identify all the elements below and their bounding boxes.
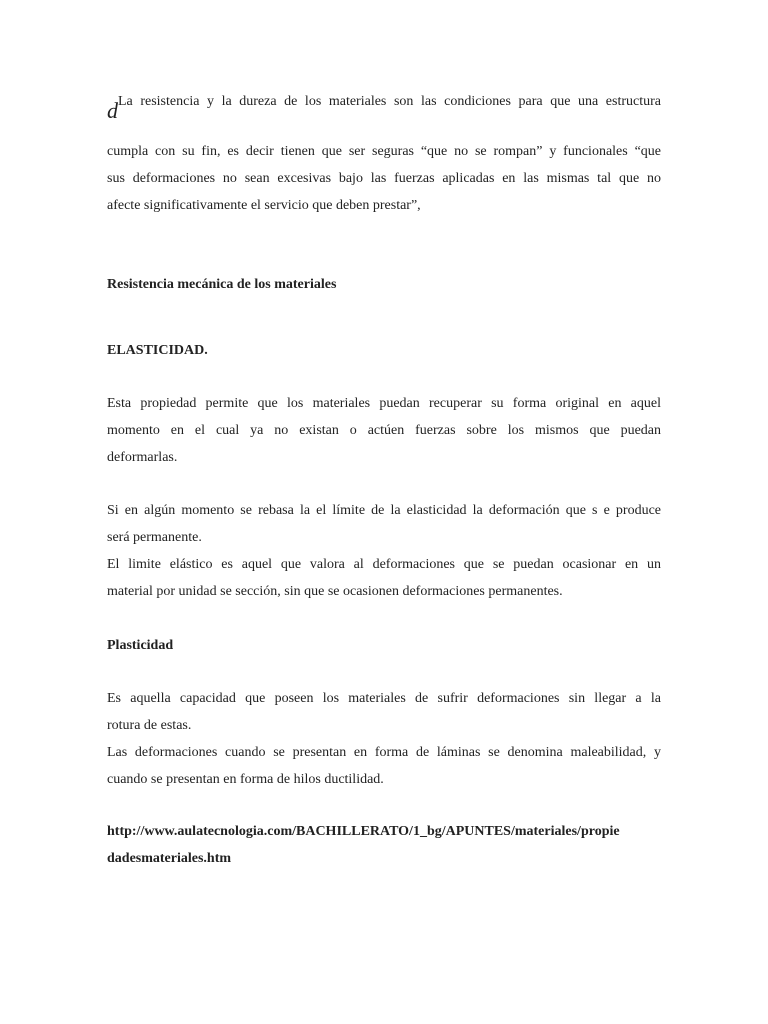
source-link-line-2[interactable]: dadesmateriales.htm bbox=[107, 851, 232, 866]
text-line: Es aquella capacidad que poseen los materiales de sufrir deformaciones sin llegar a la bbox=[107, 691, 661, 706]
source-link-line-1[interactable]: http://www.aulatecnologia.com/BACHILLERATO/1_bg/APUNTES/materiales/propie bbox=[107, 824, 620, 839]
source-link[interactable] bbox=[107, 818, 661, 872]
text-line: Las deformaciones cuando se presentan en forma de láminas se denomina maleabilidad, y bbox=[107, 745, 661, 760]
elasticidad-paragraph-2 bbox=[107, 497, 661, 605]
intro-line-4: afecte significativamente el servicio que deben prestar”, bbox=[107, 198, 421, 213]
text-line: Esta propiedad permite que los materiales puedan recuperar su forma original en aquel bbox=[107, 396, 661, 411]
dropcap-letter: d bbox=[107, 98, 118, 123]
text-line: material por unidad se sección, sin que se ocasionen deformaciones permanentes. bbox=[107, 584, 563, 599]
section-heading-plasticidad: Plasticidad bbox=[107, 638, 174, 653]
intro-line-1: La resistencia y la dureza de los materiales son las condiciones para que una estructura bbox=[118, 94, 661, 109]
text-line: deformarlas. bbox=[107, 450, 178, 465]
text-line: Si en algún momento se rebasa la el límite de la elasticidad la deformación que s e produce bbox=[107, 503, 661, 518]
text-line: cuando se presentan en forma de hilos ductilidad. bbox=[107, 772, 384, 787]
text-line: rotura de estas. bbox=[107, 718, 192, 733]
intro-line-2: cumpla con su fin, es decir tienen que ser seguras “que no se rompan” y funcionales “que bbox=[107, 144, 661, 159]
intro-paragraph bbox=[107, 138, 661, 219]
text-line: momento en el cual ya no existan o actúen fuerzas sobre los mismos que puedan bbox=[107, 423, 661, 438]
text-line: será permanente. bbox=[107, 530, 202, 545]
elasticidad-paragraph-1 bbox=[107, 390, 661, 471]
section-heading-elasticidad: ELASTICIDAD. bbox=[107, 343, 208, 358]
section-heading-resistencia: Resistencia mecánica de los materiales bbox=[107, 277, 337, 292]
plasticidad-paragraph bbox=[107, 685, 661, 793]
text-line: El limite elástico es aquel que valora al deformaciones que se puedan ocasionar en un bbox=[107, 557, 661, 572]
intro-line-3: sus deformaciones no sean excesivas bajo las fuerzas aplicadas en las mismas tal que no bbox=[107, 171, 661, 186]
